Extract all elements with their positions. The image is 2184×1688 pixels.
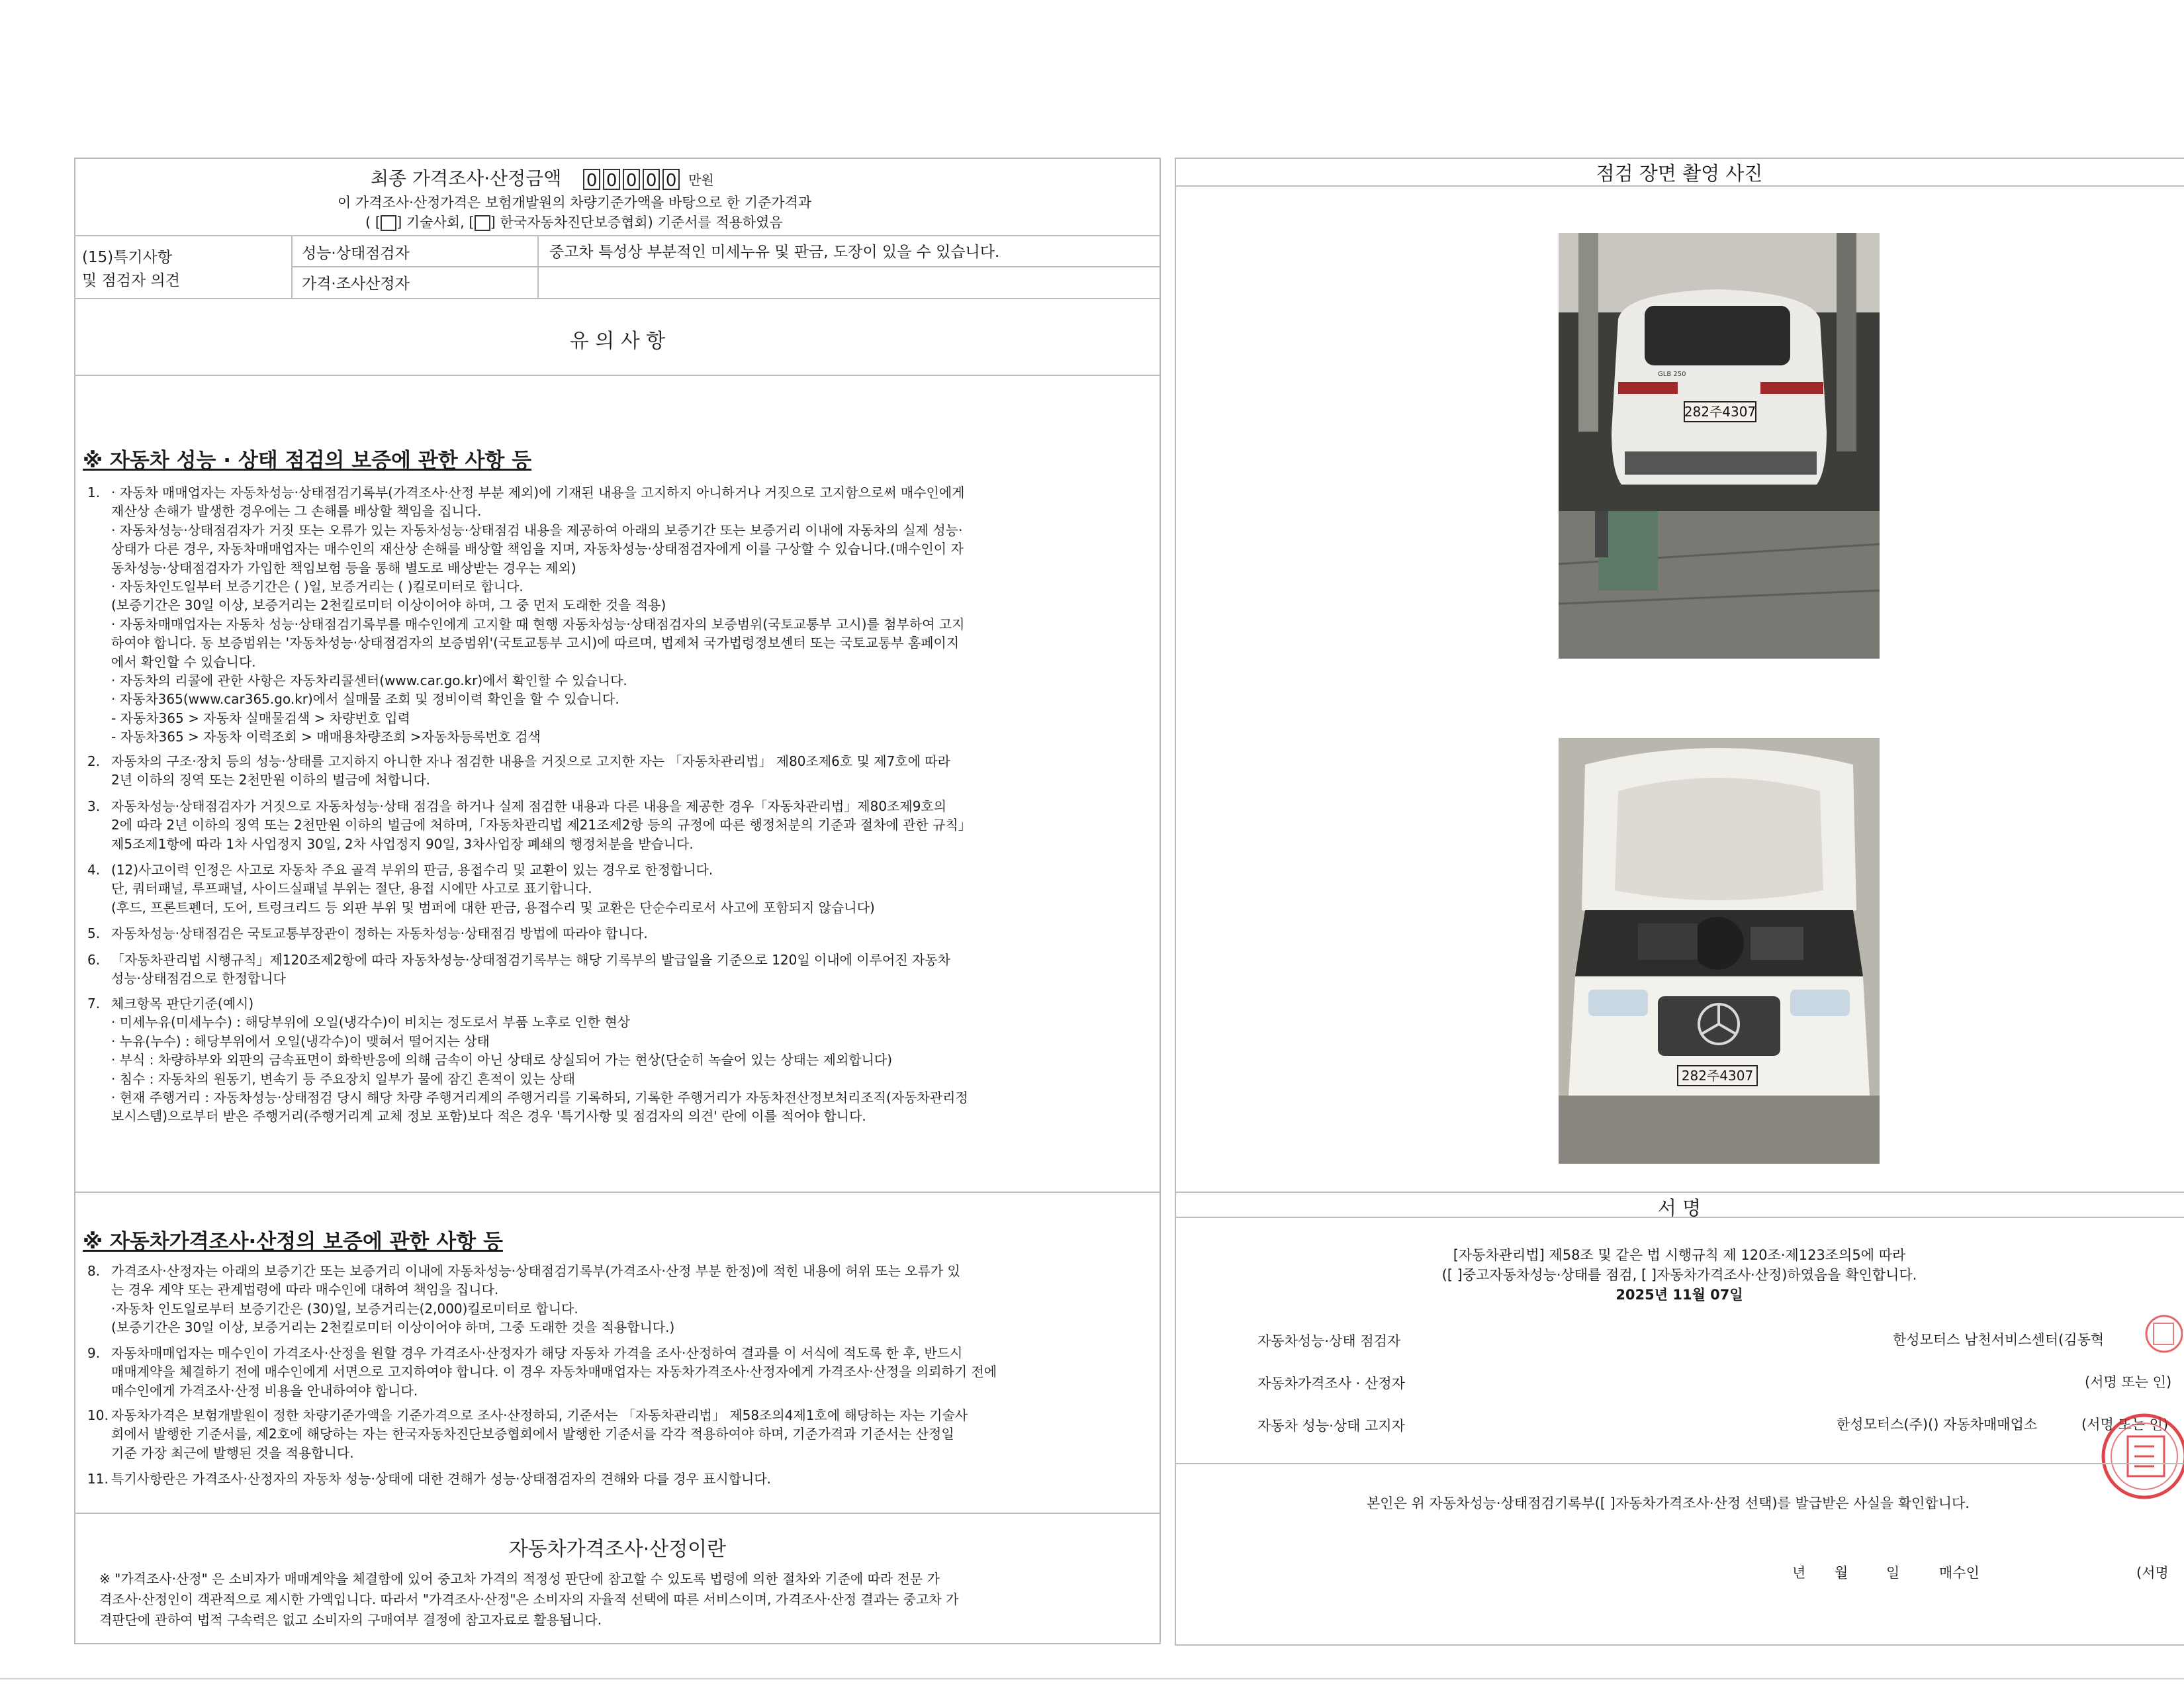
buyer-sign-label: (서명 — [2136, 1565, 2169, 1581]
model-badge: GLB 250 — [1658, 371, 1686, 378]
price-digit: 0 — [603, 169, 620, 190]
signer-role-inspector: 자동차성능·상태 점검자 — [1257, 1333, 1401, 1349]
license-plate-front: 282주4307 — [1681, 1068, 1754, 1084]
remarks-label-2: 및 점검자 의견 — [82, 272, 180, 289]
date-month-label: 월 — [1835, 1565, 1848, 1581]
final-price-row — [371, 164, 714, 191]
signer-mark-appraiser: (서명 또는 인) — [2085, 1374, 2172, 1390]
law-line-2: ([ ]중고자동차성능·상태를 점검, [ ]자동차가격조사·산정)하였음을 확인합니다. — [1441, 1267, 1917, 1283]
license-plate-rear: 282주4307 — [1684, 404, 1756, 420]
signer-value-notifier: 한성모터스(주)() 자동차매매업소 — [1837, 1417, 2038, 1432]
basis-line-2: ( [ ] 기술사회, [ ] 한국자동차진단보증협회) 기준서를 적용하였음 — [365, 214, 783, 230]
price-unit: 만원 — [688, 172, 714, 188]
price-digit: 0 — [643, 169, 660, 190]
section1-title: ※ 자동차 성능 · 상태 점검의 보증에 관한 사항 등 — [83, 449, 532, 473]
car-engine-illustration — [1559, 738, 1880, 1164]
notice-title: 유 의 사 항 — [569, 330, 666, 353]
final-price-label: 최종 가격조사·산정금액 — [371, 167, 562, 189]
price-digit: 0 — [583, 169, 600, 190]
signer-role-notifier: 자동차 성능·상태 고지자 — [1257, 1418, 1405, 1434]
confirm-date: 2025년 11월 07일 — [1615, 1287, 1743, 1303]
car-rear-illustration — [1559, 233, 1880, 659]
appraiser-role: 가격·조사산정자 — [302, 275, 410, 293]
checkbox-association — [475, 215, 490, 231]
checkbox-tech — [381, 215, 396, 231]
price-digit: 0 — [623, 169, 640, 190]
law-line-1: [자동차관리법] 제58조 및 같은 법 시행규칙 제 120조·제123조의5에 따라 — [1453, 1247, 1906, 1263]
section2-title: ※ 자동차가격조사·산정의 보증에 관한 사항 등 — [83, 1230, 503, 1254]
date-day-label: 일 — [1886, 1565, 1900, 1581]
signature-title: 서 명 — [1657, 1197, 1702, 1219]
price-digit: 0 — [662, 169, 680, 190]
inspection-photo-rear — [1559, 233, 1880, 659]
inspector-role: 성능·상태점검자 — [302, 245, 410, 262]
buyer-label: 매수인 — [1939, 1565, 1979, 1581]
remarks-label-1: (15)특기사항 — [82, 249, 173, 266]
inspector-opinion: 중고차 특성상 부분적인 미세누유 및 판금, 도장이 있을 수 있습니다. — [549, 244, 1000, 261]
basis-line-1: 이 가격조사·산정가격은 보험개발원의 차량기준가액을 바탕으로 한 기준가격과 — [338, 195, 812, 211]
company-seal-stamp — [2144, 1314, 2183, 1354]
photo-title: 점검 장면 촬영 사진 — [1596, 162, 1763, 185]
explain-text: ※ "가격조사·산정" 은 소비자가 매매계약을 체결함에 있어 중고차 가격의 적정성 판단에 참고할 수 있도록 법령에 의한 절차와 기준에 따라 전문 가 격조사·산정인이 객관적으로 제시한 가액입니다. 따라서 "가격조사·산정"은 소비자의 자율적 선택에 따른 서비스이며, 가격조사·산정 결과는 중고차 가 격판단에 관하여 법적 구속력은 없고 소비자의 구매여부 결정에 참고자료로 활용됩니다. — [99, 1571, 959, 1628]
receipt-confirm-text: 본인은 위 자동차성능·상태점검기록부([ ]자동차가격조사·산정 선택)를 발급받은 사실을 확인합니다. — [1367, 1495, 1970, 1511]
explain-title: 자동차가격조사·산정이란 — [508, 1538, 727, 1561]
inspection-photo-engine — [1559, 738, 1880, 1164]
date-year-label: 년 — [1792, 1565, 1806, 1581]
signer-value-inspector: 한성모터스 남천서비스센터(김동혁 — [1893, 1332, 2105, 1348]
final-price-digits — [583, 167, 688, 189]
dealer-seal-stamp — [2065, 1410, 2184, 1509]
signer-mark-notifier: (서명 또는 인) — [2081, 1417, 2169, 1432]
signer-role-appraiser: 자동차가격조사 · 산정자 — [1257, 1376, 1405, 1391]
